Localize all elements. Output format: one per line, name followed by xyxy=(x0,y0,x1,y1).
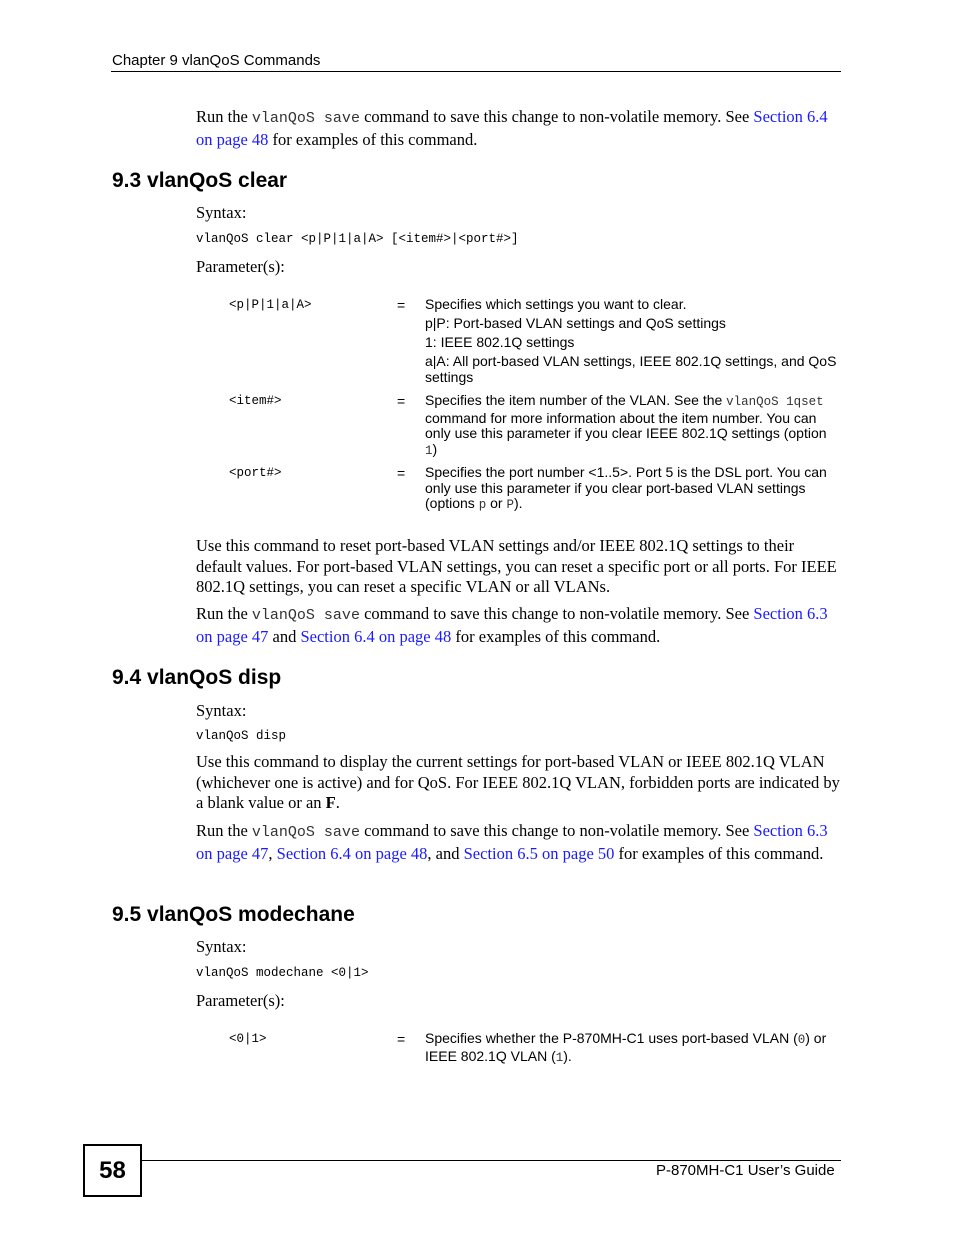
clear-description: Use this command to reset port-based VLAN settings and/or IEEE 802.1Q settings to their default values. For port-based VLAN settings, you can reset a specific port or all ports. For IEEE 802.1Q settings, you can reset a specific VLAN or all VLANs. xyxy=(196,536,837,596)
text: for examples of this command. xyxy=(451,626,661,646)
disp-description xyxy=(196,752,841,814)
text: . xyxy=(335,793,340,812)
header-rule xyxy=(111,71,841,72)
description-text: ) or IEEE 802.1Q VLAN ( xyxy=(425,1030,827,1064)
bold-text: F xyxy=(325,793,336,812)
parameter-description xyxy=(425,393,840,459)
description-text: Specifies whether the P-870MH-C1 uses port-based VLAN ( xyxy=(425,1030,798,1046)
section-heading-9-4: 9.4 vlanQoS disp xyxy=(112,666,282,689)
text: for examples of this command. xyxy=(614,843,824,863)
intro-end-text: for examples of this command. xyxy=(268,129,478,149)
parameter-equals: = xyxy=(397,393,406,409)
footer-rule xyxy=(140,1160,841,1161)
parameter-description xyxy=(425,297,840,389)
text: , xyxy=(268,843,277,863)
parameter-name: <0|1> xyxy=(229,1032,267,1046)
parameter-name: <item#> xyxy=(229,394,282,408)
parameter-equals: = xyxy=(397,297,406,313)
description-line: a|A: All port-based VLAN settings, IEEE 802.1Q settings, and QoS settings xyxy=(425,353,837,385)
description-line: p|P: Port-based VLAN settings and QoS settings xyxy=(425,315,726,331)
text: Run the xyxy=(196,821,252,840)
section-heading-9-3: 9.3 vlanQoS clear xyxy=(112,169,288,192)
description-text: ) xyxy=(432,440,438,457)
link-section-6-3[interactable]: Section 6.3 on page 47 xyxy=(196,604,828,646)
parameter-description xyxy=(425,1031,840,1066)
intro-paragraph xyxy=(196,107,841,150)
description-text: Specifies the item number of the VLAN. See the xyxy=(425,392,727,408)
inline-code: 1 xyxy=(425,443,433,458)
inline-code: p xyxy=(478,498,487,512)
text: Run the xyxy=(196,604,252,623)
syntax-code: vlanQoS clear <p|P|1|a|A> [<item#>|<port#>] xyxy=(196,232,519,246)
section-heading-9-5: 9.5 vlanQoS modechane xyxy=(112,903,355,926)
link-section-6-4[interactable]: Section 6.4 on page 48 xyxy=(300,626,452,646)
syntax-label: Syntax: xyxy=(196,203,247,222)
inline-code: 1 xyxy=(555,1050,564,1065)
text: , and xyxy=(427,843,464,863)
syntax-code: vlanQoS modechane <0|1> xyxy=(196,966,369,980)
parameter-equals: = xyxy=(397,465,406,481)
parameter-equals: = xyxy=(397,1031,406,1047)
description-text: ). xyxy=(563,1047,572,1064)
syntax-code: vlanQoS disp xyxy=(196,729,287,743)
disp-run-paragraph xyxy=(196,821,841,864)
description-text: or xyxy=(486,495,507,511)
description-text: Specifies the port number <1..5>. Port 5 is the DSL port. You can only use this parameter if you clear port-based VLAN settings (options xyxy=(425,464,827,511)
intro-middle-text: command to save this change to non-volatile memory. See xyxy=(359,107,754,126)
intro-run-the: Run the xyxy=(196,107,252,126)
text: and xyxy=(268,626,301,646)
page-number: 58 xyxy=(83,1144,142,1197)
inline-code: vlanQoS 1qset xyxy=(726,395,824,409)
text: command to save this change to non-volatile memory. See xyxy=(359,604,754,623)
description-text: ). xyxy=(513,495,523,511)
parameter-description xyxy=(425,465,840,514)
parameter-name: <port#> xyxy=(229,466,282,480)
description-text: command for more information about the item number. You can only use this parameter if you clear IEEE 802.1Q settings (option xyxy=(425,409,827,441)
inline-code: 0 xyxy=(797,1033,806,1047)
description-line: Specifies which settings you want to clear. xyxy=(425,296,687,312)
text: Use this command to display the current settings for port-based VLAN or IEEE 802.1Q VLAN (whichever one is active) and for QoS. For IEEE 802.1Q VLAN, forbidden ports are indicated by a blank value or an xyxy=(196,752,840,812)
parameters-label: Parameter(s): xyxy=(196,991,285,1010)
parameters-label: Parameter(s): xyxy=(196,257,285,276)
syntax-label: Syntax: xyxy=(196,937,247,956)
save-command: vlanQoS save xyxy=(251,824,360,841)
syntax-label: Syntax: xyxy=(196,701,247,720)
link-section-6-4[interactable]: Section 6.4 on page 48 xyxy=(196,107,828,149)
parameter-name: <p|P|1|a|A> xyxy=(229,298,312,312)
inline-code: P xyxy=(506,498,514,512)
clear-run-paragraph xyxy=(196,604,841,647)
running-header: Chapter 9 vlanQoS Commands xyxy=(112,52,321,69)
intro-save-command: vlanQoS save xyxy=(251,110,360,127)
link-section-6-5[interactable]: Section 6.5 on page 50 xyxy=(463,843,615,863)
text: command to save this change to non-volatile memory. See xyxy=(359,821,754,840)
save-command: vlanQoS save xyxy=(251,607,360,624)
link-section-6-3[interactable]: Section 6.3 on page 47 xyxy=(196,821,828,863)
link-section-6-4[interactable]: Section 6.4 on page 48 xyxy=(276,843,428,863)
description-line: 1: IEEE 802.1Q settings xyxy=(425,334,575,350)
guide-title: P-870MH-C1 User’s Guide xyxy=(656,1162,835,1179)
